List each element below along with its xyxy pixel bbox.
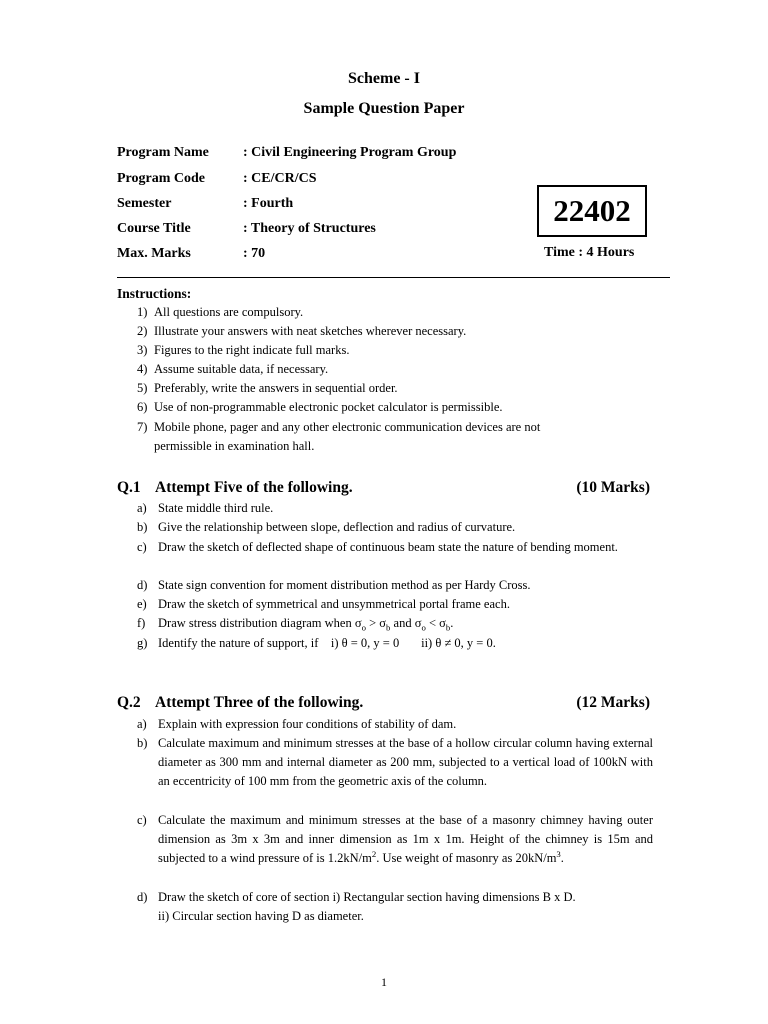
instruction-number: 1) (137, 305, 148, 319)
paper-title: Sample Question Paper (303, 100, 465, 117)
item-line: ii) Circular section having D as diameter. (158, 909, 364, 923)
instruction-text: All questions are compulsory. (154, 305, 304, 319)
item-text (158, 888, 653, 926)
header-divider (117, 277, 670, 278)
subscript: o (361, 622, 366, 633)
item-text (158, 614, 653, 633)
text-part: and (390, 616, 415, 630)
item-letter: d) (137, 890, 148, 904)
item-text: Draw the sketch of symmetrical and unsymmetrical portal frame each. (158, 597, 510, 611)
meta-label: Program Name (117, 145, 209, 160)
meta-value: : Fourth (243, 196, 294, 211)
instruction-number: 7) (137, 420, 148, 434)
sigma-symbol: σ (354, 616, 362, 630)
q2-item-a (137, 715, 653, 734)
question-1-heading (117, 477, 650, 499)
scheme-title: Scheme - I (348, 70, 420, 87)
q1-item-b (137, 518, 653, 537)
meta-value: : Civil Engineering Program Group (243, 145, 457, 160)
meta-label: Semester (117, 196, 172, 211)
q2-item-b (137, 734, 653, 791)
q1-item-g (137, 634, 653, 653)
instruction-text: Assume suitable data, if necessary. (154, 362, 329, 376)
item-text (158, 811, 653, 868)
instruction-item (137, 322, 657, 341)
item-text: State sign convention for moment distribution method as per Hardy Cross. (158, 578, 531, 592)
item-text: Calculate maximum and minimum stresses at the base of a hollow circular column having external diameter as 300 mm and internal diameter as 200 mm, subjected to a vertical load of 100kN with an eccentricity of 100 mm from the geometric axis of the column. (158, 736, 653, 788)
text-part: Draw stress distribution diagram when (158, 616, 355, 630)
item-letter: d) (137, 578, 148, 592)
meta-value: : 70 (243, 246, 266, 261)
item-text: State middle third rule. (158, 501, 274, 515)
instruction-continuation: permissible in examination hall. (154, 439, 315, 453)
question-number: Q.1 (117, 479, 141, 496)
meta-label: Max. Marks (117, 246, 191, 261)
item-text: Draw the sketch of deflected shape of continuous beam state the nature of bending moment. (158, 540, 618, 554)
instruction-text: Preferably, write the answers in sequential order. (154, 381, 398, 395)
q1-item-e (137, 595, 653, 614)
instruction-item (137, 379, 657, 398)
instruction-number: 6) (137, 400, 148, 414)
operator: < (425, 616, 440, 630)
course-code-box: 22402 (537, 185, 647, 237)
subscript: o (421, 622, 426, 633)
instructions-heading: Instructions: (117, 286, 192, 301)
q2-item-c (137, 811, 653, 868)
instruction-text: Illustrate your answers with neat sketches wherever necessary. (154, 324, 467, 338)
q2-item-d (137, 888, 653, 926)
q1-item-c (137, 538, 653, 557)
item-letter: a) (137, 717, 147, 731)
meta-value: : Theory of Structures (243, 221, 376, 236)
item-text: Identify the nature of support, if i) θ = 0, y = 0 ii) θ ≠ 0, y = 0. (158, 636, 496, 650)
subscript: b (386, 622, 391, 633)
instruction-item (137, 398, 657, 417)
operator: > (365, 616, 380, 630)
item-letter: b) (137, 520, 148, 534)
question-number: Q.2 (117, 694, 141, 711)
q1-item-f (137, 614, 653, 633)
superscript: 2 (371, 848, 377, 859)
instruction-number: 5) (137, 381, 148, 395)
item-letter: g) (137, 636, 148, 650)
item-letter: c) (137, 540, 147, 554)
item-letter: b) (137, 736, 148, 750)
question-marks: (10 Marks) (576, 479, 650, 496)
superscript: 3 (556, 848, 561, 859)
item-letter: a) (137, 501, 147, 515)
question-2-heading (117, 692, 650, 714)
text-part: Calculate the maximum and minimum stresses at the base of a masonry chimney having outer dimension as 3m x 3m and inner dimension as 1m x 1m. Height of the chimney is 15m and subjected to a wind pressure of is 1.2kN/m (158, 813, 653, 865)
instruction-number: 2) (137, 324, 148, 338)
instruction-item (137, 418, 657, 456)
meta-value: : CE/CR/CS (243, 171, 317, 186)
text-part: . (560, 851, 564, 865)
text-part: . Use weight of masonry as 20kN/m (376, 851, 557, 865)
item-letter: e) (137, 597, 147, 611)
instruction-number: 3) (137, 343, 148, 357)
meta-label: Course Title (117, 221, 191, 236)
item-text: Explain with expression four conditions of stability of dam. (158, 717, 457, 731)
instruction-text: Mobile phone, pager and any other electronic communication devices are not (154, 420, 541, 434)
subscript: b (445, 622, 451, 633)
instruction-text: Figures to the right indicate full marks. (154, 343, 350, 357)
question-title: Attempt Three of the following. (155, 694, 364, 711)
instruction-text: Use of non-programmable electronic pocket calculator is permissible. (154, 400, 503, 414)
sigma-symbol: σ (379, 616, 387, 630)
exam-duration: Time : 4 Hours (544, 245, 635, 260)
instruction-item (137, 303, 657, 322)
question-marks: (12 Marks) (576, 694, 650, 711)
instruction-item (137, 341, 657, 360)
item-text: Give the relationship between slope, deflection and radius of curvature. (158, 520, 516, 534)
item-letter: f) (137, 616, 146, 630)
sigma-symbol: σ (414, 616, 422, 630)
instruction-number: 4) (137, 362, 148, 376)
sigma-symbol: σ (439, 616, 446, 630)
text-part: . (450, 616, 454, 630)
item-line: Draw the sketch of core of section i) Rectangular section having dimensions B x D. (158, 890, 576, 904)
question-title: Attempt Five of the following. (155, 479, 353, 496)
meta-label: Program Code (117, 171, 205, 186)
instruction-item (137, 360, 657, 379)
item-letter: c) (137, 813, 147, 827)
q1-item-a (137, 499, 653, 518)
q1-item-d (137, 576, 653, 595)
page-number: 1 (381, 975, 387, 989)
